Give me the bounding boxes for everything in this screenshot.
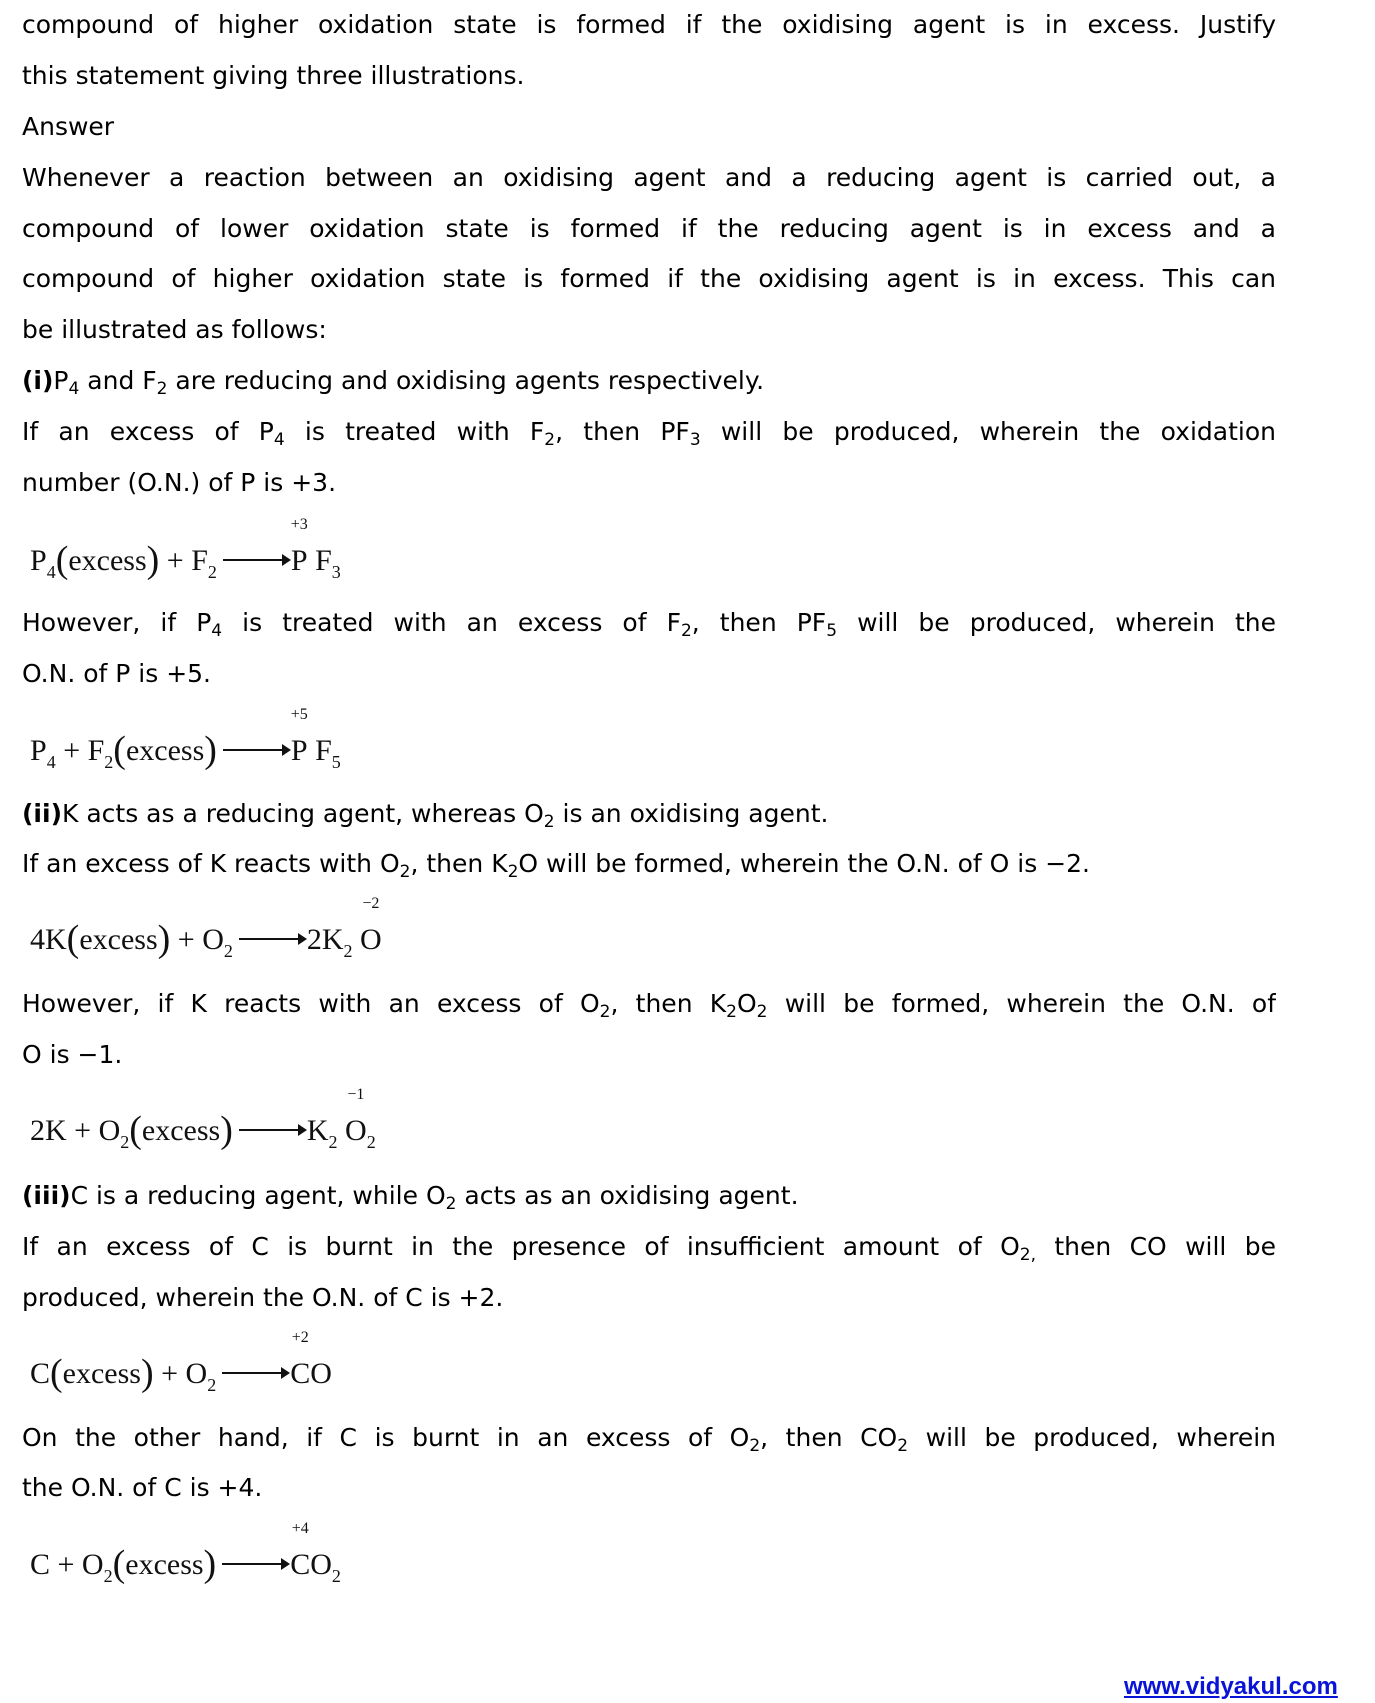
case-iii-text-line bbox=[22, 1422, 1276, 1454]
reaction-arrow-icon bbox=[223, 559, 289, 561]
answer-heading bbox=[22, 111, 1276, 143]
parenthesis: ( bbox=[55, 539, 69, 581]
element-with-oxidation-number bbox=[345, 1086, 367, 1161]
text-run: C is a reducing agent, while O bbox=[70, 1181, 446, 1210]
subscript: 2 bbox=[897, 1436, 909, 1454]
subscript: 2 bbox=[103, 1566, 113, 1586]
formula-text bbox=[338, 1114, 346, 1147]
parenthesis: ( bbox=[50, 1352, 63, 1394]
text-run: will be formed, wherein the O.N. of bbox=[767, 989, 1276, 1018]
text-run: On the other hand, if C is burnt in an excess of O bbox=[22, 1423, 750, 1452]
text-run: compound of higher oxidation state is formed if the oxidising agent is in excess. Justify bbox=[22, 10, 1276, 39]
oxidation-number: −1 bbox=[347, 1086, 365, 1103]
text-run: Answer bbox=[22, 112, 115, 141]
element-symbol: C bbox=[290, 1548, 311, 1581]
formula-text: O bbox=[310, 1357, 332, 1390]
question-line bbox=[22, 9, 1276, 41]
text-run: O bbox=[736, 989, 757, 1018]
text-run: compound of lower oxidation state is formed if the reducing agent is in excess and a bbox=[22, 214, 1276, 243]
text-run: If an excess of P bbox=[22, 417, 274, 446]
subscript: 2 bbox=[726, 1002, 737, 1020]
equation-p4-excess bbox=[30, 516, 341, 590]
subscript: 4 bbox=[46, 752, 56, 772]
formula-text: excess bbox=[125, 1548, 204, 1581]
subscript: 2 bbox=[104, 752, 114, 772]
equation-f2-excess bbox=[30, 706, 341, 780]
case-ii-text-line bbox=[22, 848, 1276, 880]
element-symbol: C bbox=[290, 1357, 311, 1390]
parenthesis: ) bbox=[204, 729, 217, 771]
formula-text: + F bbox=[55, 734, 105, 767]
formula-text: excess bbox=[62, 1357, 141, 1390]
oxidation-number: −2 bbox=[362, 895, 380, 912]
element-with-oxidation-number bbox=[360, 895, 382, 970]
formula-text: F bbox=[307, 734, 332, 767]
text-run: compound of higher oxidation state is formed if the oxidising agent is in excess. This can bbox=[22, 264, 1276, 293]
vidyakul-website-link[interactable]: www.vidyakul.com bbox=[1124, 1673, 1338, 1700]
answer-intro-line bbox=[22, 162, 1276, 194]
text-run: , then PF bbox=[691, 608, 827, 637]
text-run: this statement giving three illustrations. bbox=[22, 61, 525, 90]
text-run: is treated with an excess of F bbox=[222, 608, 681, 637]
subscript: 2 bbox=[120, 1132, 130, 1152]
formula-text: P bbox=[30, 544, 47, 577]
text-run: produced, wherein the O.N. of C is +2. bbox=[22, 1283, 504, 1312]
case-i-text-line bbox=[22, 658, 1276, 690]
reaction-arrow-icon bbox=[223, 749, 289, 751]
element-symbol: P bbox=[290, 544, 308, 577]
subscript: 3 bbox=[331, 562, 341, 582]
answer-intro-line bbox=[22, 263, 1276, 295]
text-run: acts as an oxidising agent. bbox=[456, 1181, 799, 1210]
element-symbol: O bbox=[360, 923, 382, 956]
case-i-text-line bbox=[22, 607, 1276, 639]
case-label: (iii) bbox=[22, 1181, 71, 1210]
text-run: P bbox=[53, 366, 69, 395]
subscript: 2 bbox=[749, 1436, 761, 1454]
text-run: will be produced, wherein the oxidation bbox=[700, 417, 1276, 446]
answer-intro-line bbox=[22, 213, 1276, 245]
oxidation-number: +5 bbox=[290, 706, 308, 723]
formula-text: 2K + O bbox=[30, 1114, 121, 1147]
question-line bbox=[22, 60, 1276, 92]
formula-text: C + O bbox=[30, 1548, 104, 1581]
formula-text: + F bbox=[159, 544, 208, 577]
text-run: If an excess of K reacts with O bbox=[22, 849, 400, 878]
subscript: 2 bbox=[207, 1375, 217, 1395]
subscript: 2 bbox=[328, 1132, 338, 1152]
equation-o2-excess-c bbox=[30, 1520, 341, 1594]
reaction-arrow-icon bbox=[239, 938, 305, 940]
equation-o2-excess-k bbox=[30, 1086, 376, 1160]
subscript: 2 bbox=[544, 430, 556, 448]
text-run: However, if K reacts with an excess of O bbox=[22, 989, 600, 1018]
subscript: 2 bbox=[445, 1194, 457, 1214]
subscript: 5 bbox=[826, 621, 838, 639]
case-i-heading bbox=[22, 365, 1276, 397]
oxidation-number: +3 bbox=[290, 516, 308, 533]
formula-text: excess bbox=[141, 1114, 221, 1147]
formula-text bbox=[353, 923, 361, 956]
reaction-arrow-icon bbox=[222, 1372, 288, 1374]
subscript: 3 bbox=[689, 430, 701, 448]
text-run: , then CO bbox=[760, 1423, 898, 1452]
formula-text: C bbox=[30, 1357, 51, 1390]
oxidation-number: +2 bbox=[291, 1329, 309, 1346]
subscript: 2 bbox=[543, 812, 555, 832]
text-run: is treated with F bbox=[284, 417, 545, 446]
formula-text: 2K bbox=[306, 923, 344, 956]
text-run: K acts as a reducing agent, whereas O bbox=[62, 799, 544, 828]
case-ii-heading bbox=[22, 798, 1276, 830]
text-run: , then K bbox=[410, 849, 508, 878]
subscript: 4 bbox=[273, 430, 285, 448]
subscript: 2 bbox=[680, 621, 692, 639]
subscript: 2 bbox=[207, 562, 217, 582]
parenthesis: ( bbox=[113, 729, 126, 771]
text-run: are reducing and oxidising agents respectively. bbox=[167, 366, 765, 395]
text-run: However, if P bbox=[22, 608, 212, 637]
case-iii-heading bbox=[22, 1180, 1276, 1212]
formula-text: + O bbox=[153, 1357, 208, 1390]
case-ii-text-line bbox=[22, 1039, 1276, 1071]
formula-text: K bbox=[306, 1114, 329, 1147]
formula-text: P bbox=[30, 734, 47, 767]
subscript: 5 bbox=[331, 752, 341, 772]
formula-text: + O bbox=[170, 923, 224, 956]
subscript: 2 bbox=[331, 1566, 341, 1586]
subscript: 2 bbox=[399, 862, 411, 882]
subscript: 2 bbox=[599, 1002, 611, 1020]
text-run: and F bbox=[79, 366, 157, 395]
element-symbol: P bbox=[290, 734, 308, 767]
parenthesis: ) bbox=[146, 539, 160, 581]
text-run: , then K bbox=[610, 989, 727, 1018]
parenthesis: ) bbox=[203, 1543, 217, 1585]
parenthesis: ) bbox=[220, 1109, 233, 1151]
subscript: 4 bbox=[46, 562, 56, 582]
text-run: O.N. of P is +5. bbox=[22, 659, 211, 688]
case-iii-text-line bbox=[22, 1282, 1276, 1314]
case-ii-text-line bbox=[22, 988, 1276, 1020]
subscript: 2 bbox=[756, 1002, 768, 1020]
element-with-oxidation-number bbox=[290, 1520, 311, 1595]
element-with-oxidation-number bbox=[290, 1329, 311, 1404]
oxidation-number: +4 bbox=[291, 1520, 309, 1537]
parenthesis: ) bbox=[157, 918, 171, 960]
case-i-text-line bbox=[22, 467, 1276, 499]
text-run: will be produced, wherein bbox=[908, 1423, 1276, 1452]
subscript: 4 bbox=[211, 621, 223, 639]
case-label: (ii) bbox=[22, 799, 62, 828]
text-run: the O.N. of C is +4. bbox=[22, 1473, 263, 1502]
text-run: is an oxidising agent. bbox=[554, 799, 829, 828]
formula-text: O bbox=[310, 1548, 332, 1581]
text-run: be illustrated as follows: bbox=[22, 315, 327, 344]
formula-text: F bbox=[307, 544, 332, 577]
equation-k-excess bbox=[30, 895, 382, 969]
parenthesis: ) bbox=[140, 1352, 154, 1394]
parenthesis: ( bbox=[129, 1109, 142, 1151]
subscript: 2, bbox=[1019, 1245, 1036, 1263]
subscript: 2 bbox=[223, 941, 233, 961]
element-with-oxidation-number bbox=[290, 516, 308, 591]
text-run: will be produced, wherein the bbox=[837, 608, 1276, 637]
text-run: O will be formed, wherein the O.N. of O is −2. bbox=[518, 849, 1090, 878]
text-run: O is −1. bbox=[22, 1040, 123, 1069]
equation-c-excess bbox=[30, 1329, 332, 1403]
formula-text: 4K bbox=[30, 923, 67, 956]
text-run: number (O.N.) of P is +3. bbox=[22, 468, 337, 497]
text-run: then CO will be bbox=[1035, 1232, 1276, 1261]
reaction-arrow-icon bbox=[239, 1129, 305, 1131]
formula-text: excess bbox=[125, 734, 205, 767]
element-symbol: O bbox=[345, 1114, 367, 1147]
subscript: 2 bbox=[507, 862, 519, 882]
reaction-arrow-icon bbox=[222, 1563, 288, 1565]
formula-text: excess bbox=[79, 923, 158, 956]
subscript: 2 bbox=[343, 941, 353, 961]
subscript: 2 bbox=[156, 379, 168, 399]
case-label: (i) bbox=[22, 366, 54, 395]
case-iii-text-line bbox=[22, 1472, 1276, 1504]
text-run: , then PF bbox=[555, 417, 690, 446]
subscript: 2 bbox=[366, 1132, 376, 1152]
case-i-text-line bbox=[22, 416, 1276, 448]
text-run: If an excess of C is burnt in the presence of insufficient amount of O bbox=[22, 1232, 1020, 1261]
text-run: Whenever a reaction between an oxidising agent and a reducing agent is carried out, a bbox=[22, 163, 1276, 192]
case-iii-text-line bbox=[22, 1231, 1276, 1263]
parenthesis: ( bbox=[112, 1543, 126, 1585]
parenthesis: ( bbox=[66, 918, 80, 960]
element-with-oxidation-number bbox=[290, 706, 308, 781]
formula-text: excess bbox=[68, 544, 147, 577]
answer-intro-line bbox=[22, 314, 1276, 346]
subscript: 4 bbox=[68, 379, 80, 399]
